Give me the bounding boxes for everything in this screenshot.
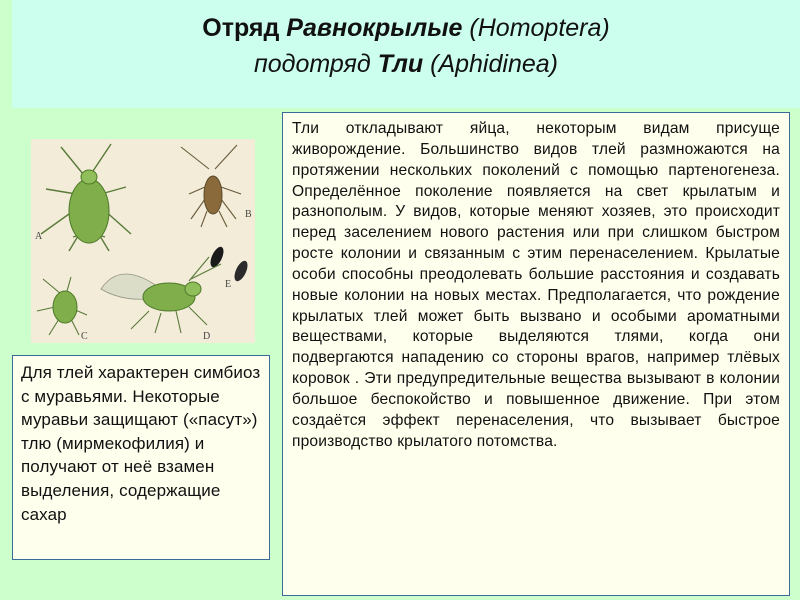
aphid-illustration-svg bbox=[31, 139, 255, 343]
label-d: D bbox=[203, 331, 211, 342]
side-text-box bbox=[12, 355, 270, 560]
label-e: E bbox=[225, 279, 232, 290]
main-text-box bbox=[282, 112, 790, 596]
order-latin: (Homoptera) bbox=[469, 14, 610, 42]
main-text: Тли откладывают яйца, некоторым видам присуще живорождение. Большинство видов тлей размножаются на протяжении нескольких поколений с помощью партеногенеза. Определённое поколение появляется на свет крылатым и разнополым. У видов, которые меняют хозяев, это происходит перед заселением нового растения или при слишком быстром росте колонии и связанным с этим перенаселением. Крылатые особи способны преодолевать большие расстояния и создавать новые колонии на новых местах. Предполагается, что рождение крылатых тлей может быть вызвано и особыми ароматными веществами, которые выделяются тлями, когда они подвергаются нападению со стороны врагов, например тлёвых коровок . Эти предупредительные вещества вызывают в колонии большое беспокойство и повышенное движение. При этом создаётся эффект перенаселения, что вызывает быстрое производство крылатого потомства. bbox=[292, 120, 780, 450]
aphid-illustration bbox=[31, 139, 255, 343]
order-prefix: Отряд bbox=[202, 14, 280, 42]
label-c: C bbox=[81, 331, 88, 342]
suborder-latin: (Aphidinea) bbox=[430, 50, 558, 78]
label-b: B bbox=[245, 209, 252, 220]
label-a: A bbox=[35, 231, 43, 242]
suborder-name: Тли bbox=[377, 50, 424, 78]
order-name: Равнокрылые bbox=[286, 14, 463, 42]
title-line-2 bbox=[12, 46, 800, 82]
aphid-b-body bbox=[204, 176, 222, 214]
aphid-c-body bbox=[53, 291, 77, 323]
aphid-a-body bbox=[69, 179, 109, 243]
title-line-1 bbox=[12, 10, 800, 46]
suborder-prefix: подотряд bbox=[254, 50, 371, 78]
title-band bbox=[12, 0, 800, 108]
side-text: Для тлей характерен симбиоз с муравьями. Некоторые муравьи защищают («пасут») тлю (мирмекофилия) и получают от неё взамен выделения, содержащие сахар bbox=[21, 363, 261, 524]
egg-2 bbox=[232, 259, 250, 283]
